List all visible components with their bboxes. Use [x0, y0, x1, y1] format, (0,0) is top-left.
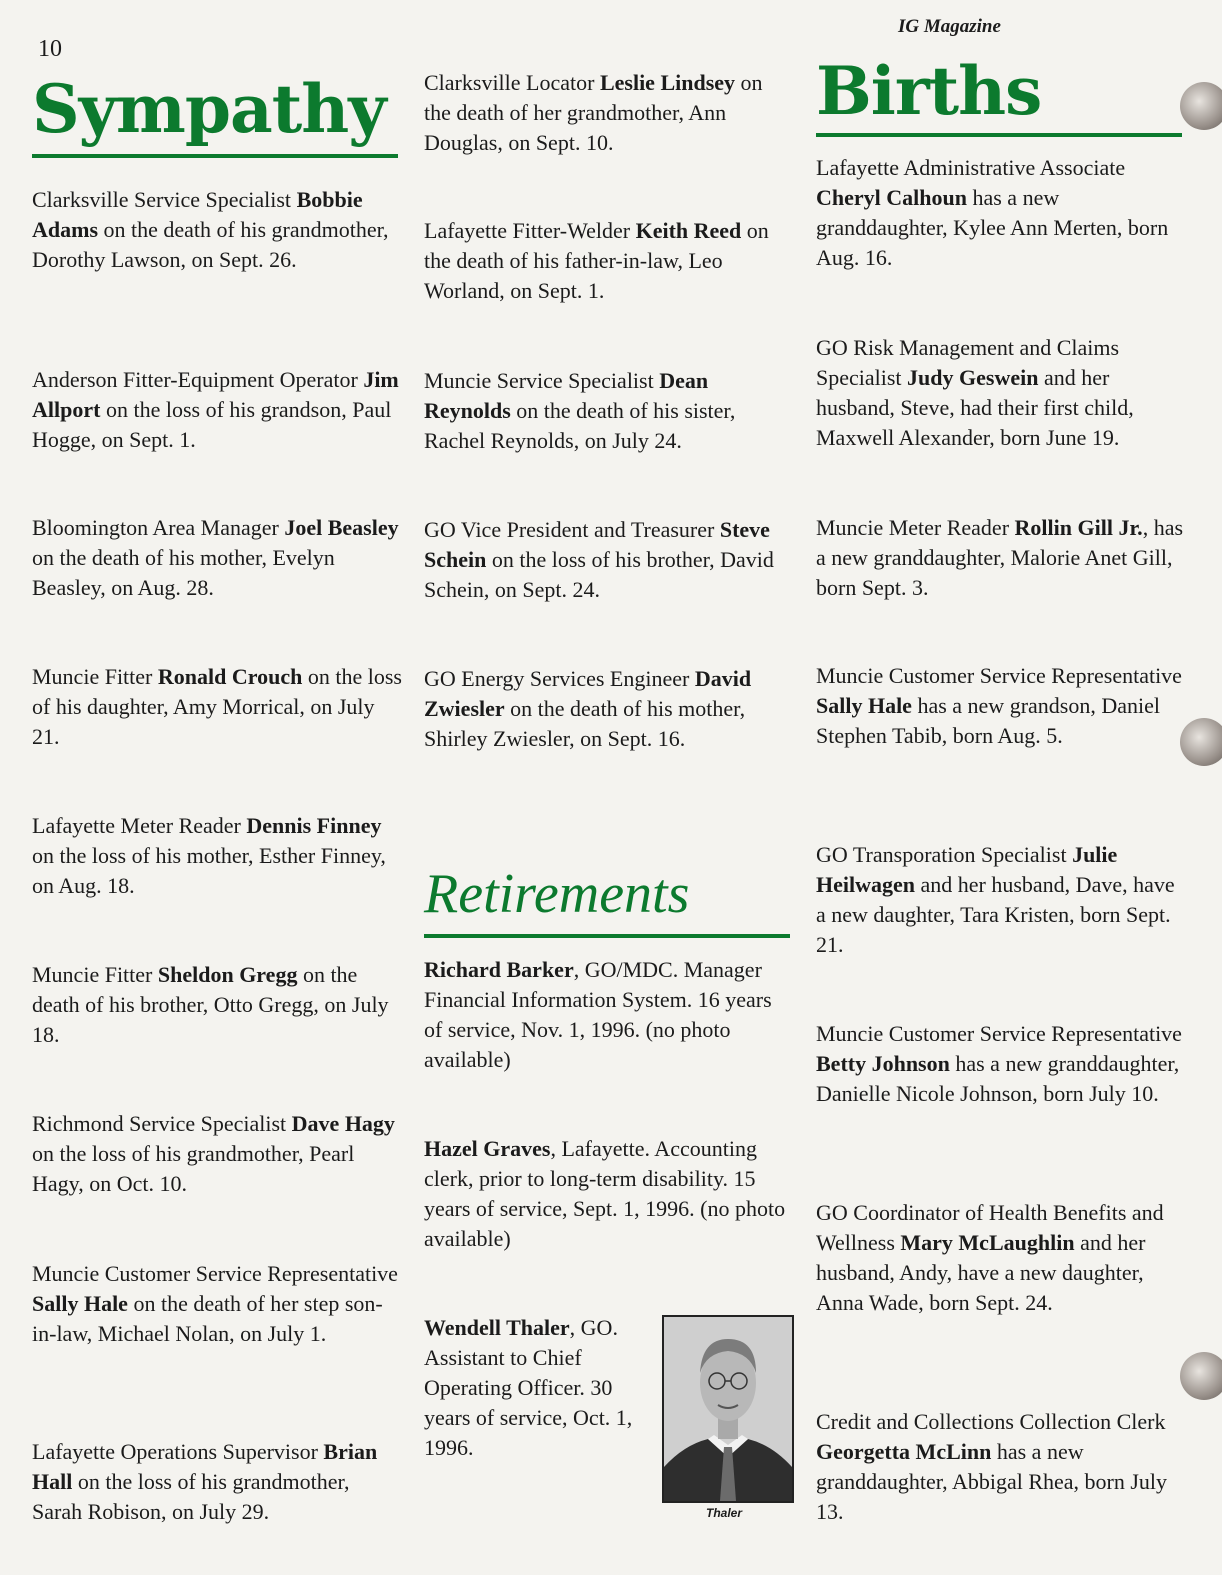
birth-entry: Muncie Customer Service Representative Betty Johnson has a new granddaughter, Danielle Nicole Johnson, born July 10.: [816, 1021, 1182, 1106]
sympathy-entry: Clarksville Locator Leslie Lindsey on the death of her grandmother, Ann Douglas, on Sept. 10.: [424, 70, 763, 155]
section-rule: [424, 934, 790, 938]
sympathy-entry: Richmond Service Specialist Dave Hagy on the loss of his grandmother, Pearl Hagy, on Oct. 10.: [32, 1111, 395, 1196]
binder-hole: [1180, 82, 1222, 130]
section-rule: [32, 154, 398, 158]
sympathy-entry: Muncie Fitter Sheldon Gregg on the death of his brother, Otto Gregg, on July 18.: [32, 962, 389, 1047]
sympathy-entry: Muncie Service Specialist Dean Reynolds on the death of his sister, Rachel Reynolds, on July 24.: [424, 368, 736, 453]
birth-entry: Muncie Meter Reader Rollin Gill Jr., has a new granddaughter, Malorie Anet Gill, born Sept. 3.: [816, 515, 1184, 600]
birth-entry: GO Transporation Specialist Julie Heilwagen and her husband, Dave, have a new daughter, Tara Kristen, born Sept. 21.: [816, 842, 1175, 957]
retirement-entry: Wendell Thaler, GO. Assistant to Chief Operating Officer. 30 years of service, Oct. 1, 1996.: [424, 1315, 633, 1460]
portrait-image: [664, 1317, 792, 1501]
sympathy-entry: Anderson Fitter-Equipment Operator Jim Allport on the loss of his grandson, Paul Hogge, on Sept. 1.: [32, 367, 399, 452]
birth-entry: GO Risk Management and Claims Specialist Judy Geswein and her husband, Steve, had their first child, Maxwell Alexander, born June 19.: [816, 335, 1134, 450]
birth-entry: GO Coordinator of Health Benefits and Wellness Mary McLaughlin and her husband, Andy, have a new daughter, Anna Wade, born Sept. 24.: [816, 1200, 1164, 1315]
thaler-portrait-photo: [662, 1315, 794, 1503]
sympathy-entry: Bloomington Area Manager Joel Beasley on the death of his mother, Evelyn Beasley, on Aug. 28.: [32, 515, 399, 600]
binder-hole: [1180, 1352, 1222, 1400]
births-heading: Births: [816, 52, 1042, 130]
binder-hole: [1180, 718, 1222, 766]
retirements-heading: Retirements: [424, 863, 690, 925]
retirement-entry: Hazel Graves, Lafayette. Accounting clerk, prior to long-term disability. 15 years of service, Sept. 1, 1996. (no photo available): [424, 1136, 786, 1251]
sympathy-entry: Lafayette Operations Supervisor Brian Hall on the loss of his grandmother, Sarah Robison, on July 29.: [32, 1439, 378, 1524]
magazine-name: IG Magazine: [898, 16, 1001, 37]
sympathy-entry: Muncie Customer Service Representative Sally Hale on the death of her step son-in-law, Michael Nolan, on July 1.: [32, 1261, 398, 1346]
birth-entry: Lafayette Administrative Associate Cheryl Calhoun has a new granddaughter, Kylee Ann Merten, born Aug. 16.: [816, 155, 1169, 270]
sympathy-entry: GO Energy Services Engineer David Zwiesler on the death of his mother, Shirley Zwiesler, on Sept. 16.: [424, 666, 752, 751]
retirement-entry: Richard Barker, GO/MDC. Manager Financial Information System. 16 years of service, Nov. 1, 1996. (no photo available): [424, 957, 772, 1072]
sympathy-entry: Lafayette Meter Reader Dennis Finney on the loss of his mother, Esther Finney, on Aug. 18.: [32, 813, 386, 898]
birth-entry: Credit and Collections Collection Clerk Georgetta McLinn has a new granddaughter, Abbigal Rhea, born July 13.: [816, 1409, 1168, 1524]
sympathy-entry: Clarksville Service Specialist Bobbie Adams on the death of his grandmother, Dorothy Lawson, on Sept. 26.: [32, 187, 389, 272]
sympathy-entry: GO Vice President and Treasurer Steve Schein on the loss of his brother, David Schein, on Sept. 24.: [424, 517, 774, 602]
page-number: 10: [38, 36, 62, 62]
photo-caption: Thaler: [705, 1506, 742, 1520]
section-rule: [816, 133, 1182, 137]
sympathy-entry: Muncie Fitter Ronald Crouch on the loss of his daughter, Amy Morrical, on July 21.: [32, 664, 402, 749]
birth-entry: Muncie Customer Service Representative Sally Hale has a new grandson, Daniel Stephen Tabib, born Aug. 5.: [816, 663, 1182, 748]
sympathy-heading: Sympathy: [32, 70, 386, 148]
sympathy-entry: Lafayette Fitter-Welder Keith Reed on the death of his father-in-law, Leo Worland, on Sept. 1.: [424, 218, 769, 303]
